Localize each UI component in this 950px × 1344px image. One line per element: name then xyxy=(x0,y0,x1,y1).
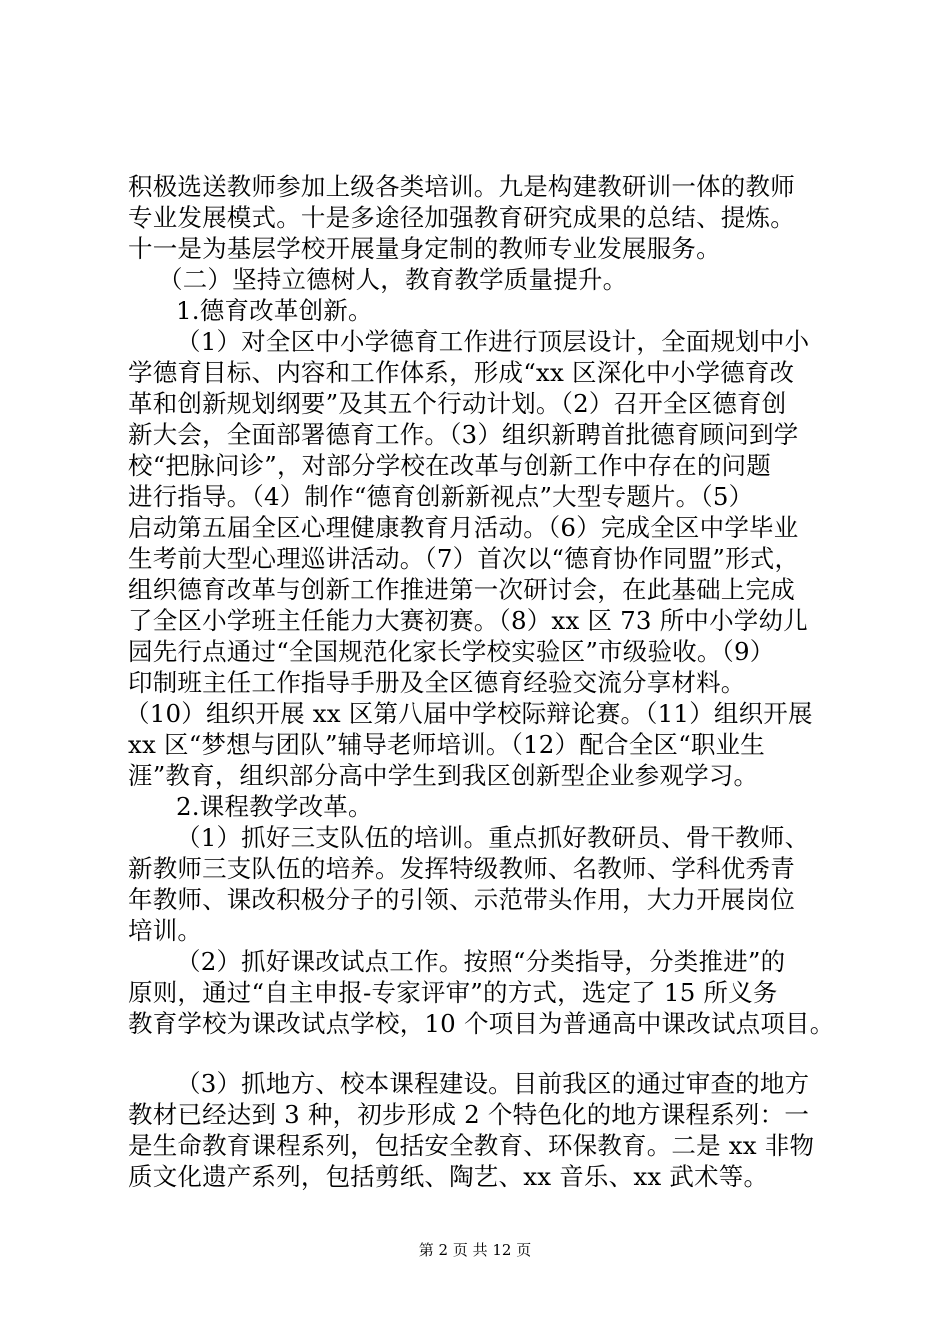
text-line: 是生命教育课程系列，包括安全教育、环保教育。二是 xx 非物 xyxy=(128,1131,815,1160)
text-line: 生考前大型心理巡讲活动。（7）首次以“德育协作同盟”形式， xyxy=(128,544,800,573)
text-line: （2）抓好课改试点工作。按照“分类指导，分类推进”的 xyxy=(176,947,786,976)
page-number-footer: 第 2 页 共 12 页 xyxy=(418,1241,532,1259)
text-line: 涯”教育，组织部分高中学生到我区创新型企业参观学习。 xyxy=(128,761,759,790)
text-line: （3）抓地方、校本课程建设。目前我区的通过审查的地方 xyxy=(176,1069,810,1098)
text-line: 新大会，全面部署德育工作。（3）组织新聘首批德育顾问到学 xyxy=(128,420,799,449)
text-line: 组织德育改革与创新工作推进第一次研讨会，在此基础上完成 xyxy=(128,575,795,604)
subsection-heading: 1.德育改革创新。 xyxy=(176,296,373,325)
text-line: 新教师三支队伍的培养。发挥特级教师、名教师、学科优秀青 xyxy=(128,854,795,883)
text-line: 原则，通过“自主申报-专家评审”的方式，选定了 15 所义务 xyxy=(128,978,778,1007)
text-line: 教育学校为课改试点学校，10 个项目为普通高中课改试点项目。 xyxy=(128,1009,835,1038)
text-line: 质文化遗产系列，包括剪纸、陶艺、xx 音乐、xx 武术等。 xyxy=(128,1162,769,1191)
text-line: 教材已经达到 3 种，初步形成 2 个特色化的地方课程系列：一 xyxy=(128,1100,810,1129)
subsection-heading: 2.课程教学改革。 xyxy=(176,792,373,821)
text-line: （1）抓好三支队伍的培训。重点抓好教研员、骨干教师、 xyxy=(176,823,810,852)
text-line: xx 区“梦想与团队”辅导老师培训。（12）配合全区“职业生 xyxy=(128,730,765,759)
text-line: 革和创新规划纲要”及其五个行动计划。（2）召开全区德育创 xyxy=(128,389,787,418)
text-line: 积极选送教师参加上级各类培训。九是构建教研训一体的教师 xyxy=(128,172,795,201)
text-line: 园先行点通过“全国规范化家长学校实验区”市级验收。（9） xyxy=(128,637,775,666)
text-line: 年教师、课改积极分子的引领、示范带头作用，大力开展岗位 xyxy=(128,885,795,914)
text-line: （1）对全区中小学德育工作进行顶层设计，全面规划中小 xyxy=(176,327,810,356)
text-line: 进行指导。（4）制作“德育创新新视点”大型专题片。（5） xyxy=(128,482,754,511)
text-line: 学德育目标、内容和工作体系，形成“xx 区深化中小学德育改 xyxy=(128,358,795,387)
text-line: 了全区小学班主任能力大赛初赛。（8）xx 区 73 所中小学幼儿 xyxy=(128,606,808,635)
text-line: 十一是为基层学校开展量身定制的教师专业发展服务。 xyxy=(128,234,721,263)
section-heading: （二）坚持立德树人，教育教学质量提升。 xyxy=(158,265,628,294)
text-line: （10）组织开展 xx 区第八届中学校际辩论赛。（11）组织开展 xyxy=(125,699,813,728)
text-line: 启动第五届全区心理健康教育月活动。（6）完成全区中学毕业 xyxy=(128,513,799,542)
text-line: 专业发展模式。十是多途径加强教育研究成果的总结、提炼。 xyxy=(128,203,795,232)
text-line: 培训。 xyxy=(128,916,203,945)
text-line: 印制班主任工作指导手册及全区德育经验交流分享材料。 xyxy=(128,668,746,697)
text-line: 校“把脉问诊”，对部分学校在改革与创新工作中存在的问题 xyxy=(128,451,771,480)
